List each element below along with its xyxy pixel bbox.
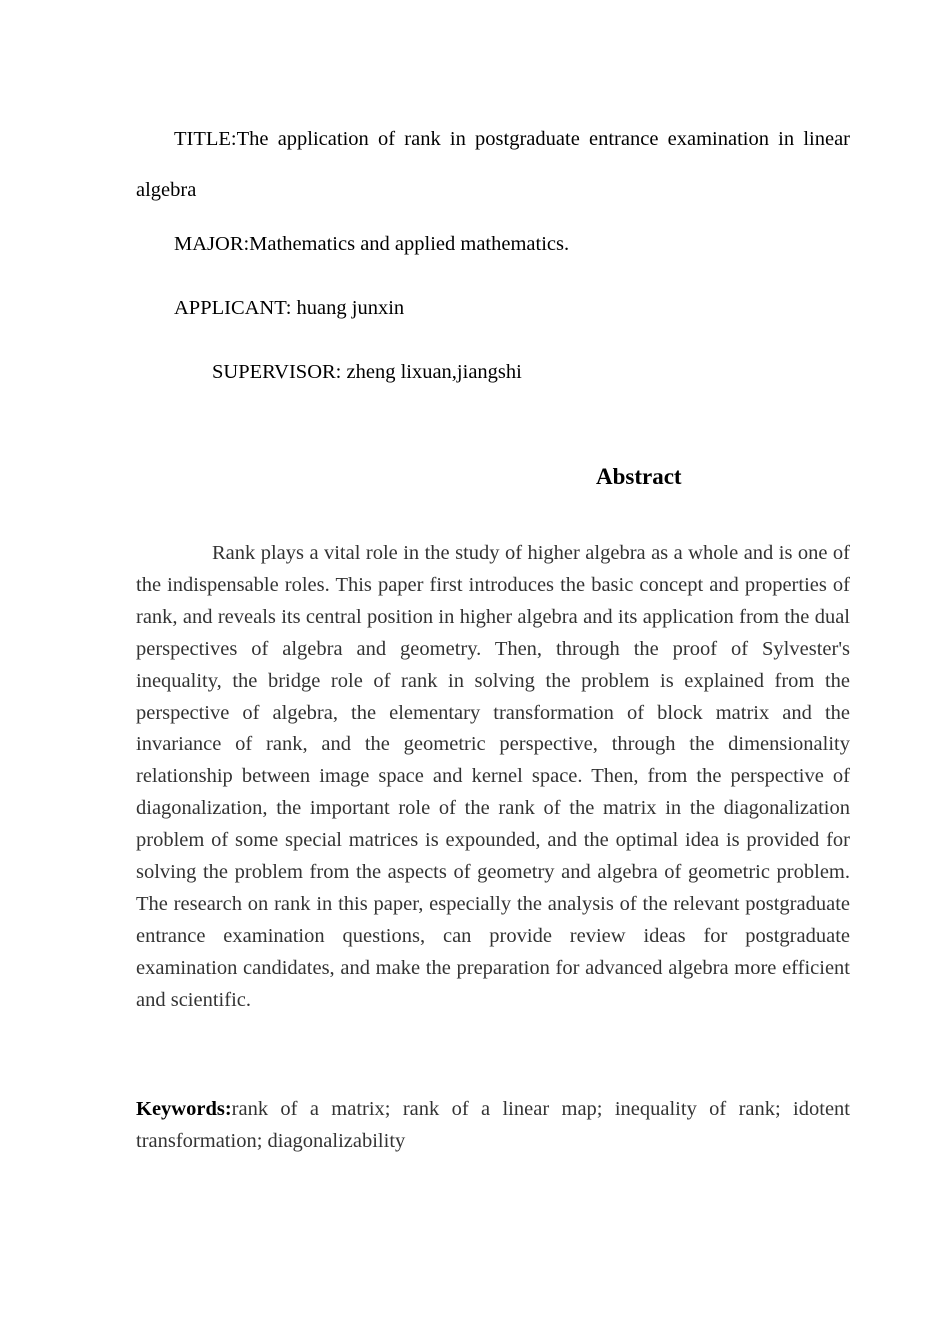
abstract-heading: Abstract <box>596 464 682 489</box>
thesis-title: TITLE:The application of rank in postgraduate entrance examination in linear algebra <box>136 128 850 201</box>
supervisor-line: SUPERVISOR: zheng lixuan,jiangshi <box>212 361 522 383</box>
keywords-paragraph <box>136 1094 850 1158</box>
keywords-label: Keywords: <box>136 1098 232 1120</box>
major-line: MAJOR:Mathematics and applied mathematics. <box>174 233 570 255</box>
applicant-line: APPLICANT: huang junxin <box>174 297 405 319</box>
keywords-text: rank of a matrix; rank of a linear map; inequality of rank; idotent transformation; diagonalizability <box>136 1098 850 1152</box>
abstract-paragraph: Rank plays a vital role in the study of higher algebra as a whole and is one of the indispensable roles. This paper first introduces the basic concept and properties of rank, and reveals its central position in higher algebra and its application from the dual perspectives of algebra and geometry. Then, through the proof of Sylvester's inequality, the bridge role of rank in solving the problem is explained from the perspective of algebra, the elementary transformation of block matrix and the invariance of rank, and the geometric perspective, through the dimensionality relationship between image space and kernel space. Then, from the perspective of diagonalization, the important role of the rank of the matrix in the diagonalization problem of some special matrices is expounded, and the optimal idea is provided for solving the problem from the aspects of geometry and algebra of geometric problem. The research on rank in this paper, especially the analysis of the relevant postgraduate entrance examination questions, can provide review ideas for postgraduate examination candidates, and make the preparation for advanced algebra more efficient and scientific. <box>136 542 850 1011</box>
